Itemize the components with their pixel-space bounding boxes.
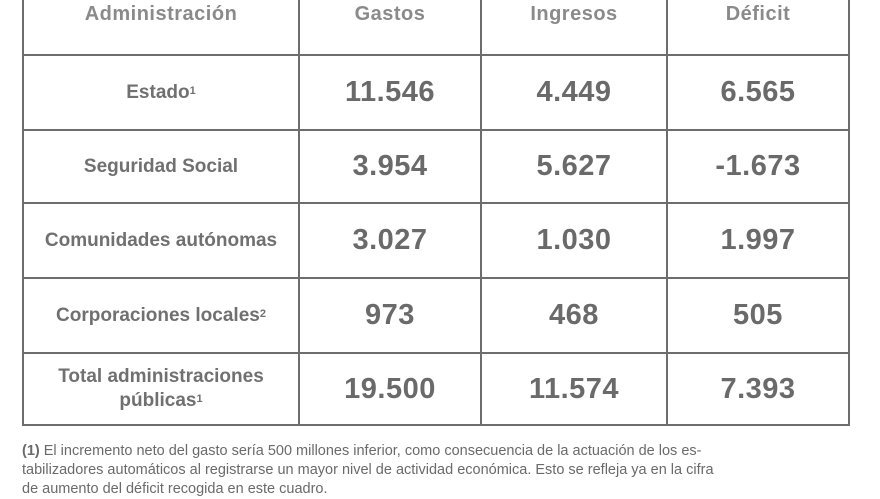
row-label-text: Comunidades autónomas (44, 229, 278, 251)
ingresos-cell: 1.030 (481, 203, 667, 278)
table-header-row (23, 0, 849, 55)
table-row-total (23, 353, 849, 425)
gastos-cell: 3.954 (299, 130, 481, 203)
header-administracion: Administración (23, 0, 299, 55)
footnote-ref: 1 (189, 84, 196, 97)
gastos-cell: 973 (299, 278, 481, 353)
row-label-text: Estado (126, 81, 190, 103)
table-row (23, 203, 849, 278)
table-row (23, 55, 849, 130)
table-row (23, 130, 849, 203)
header-gastos: Gastos (299, 0, 481, 55)
ingresos-cell: 11.574 (481, 353, 667, 425)
footnote-line3: de aumento del déficit recogida en este cuadro. (22, 481, 328, 497)
header-deficit: Déficit (667, 0, 849, 55)
ingresos-cell: 4.449 (481, 55, 667, 130)
row-label (23, 278, 299, 353)
header-ingresos: Ingresos (481, 0, 667, 55)
deficit-cell: 7.393 (667, 353, 849, 425)
footnote-line1: El incremento neto del gasto sería 500 millones inferior, como consecuencia de la actuación de los es- (43, 443, 702, 459)
footnote (22, 442, 858, 499)
budget-table (22, 0, 850, 426)
gastos-cell: 19.500 (299, 353, 481, 425)
footnote-line2: tabilizadores automáticos al registrarse un mayor nivel de actividad económica. Esto se refleja ya en la cifra (22, 462, 714, 478)
deficit-cell: -1.673 (667, 130, 849, 203)
row-label (23, 203, 299, 278)
footnote-ref: 2 (259, 307, 266, 320)
deficit-cell: 6.565 (667, 55, 849, 130)
footnote-line (22, 442, 858, 461)
table-row (23, 278, 849, 353)
row-label (23, 55, 299, 130)
row-label-text: Seguridad Social (83, 155, 239, 177)
gastos-cell: 11.546 (299, 55, 481, 130)
row-label (23, 130, 299, 203)
footnote-mark: (1) (22, 443, 40, 459)
row-label (23, 353, 299, 425)
budget-table-container (22, 0, 848, 426)
deficit-cell: 505 (667, 278, 849, 353)
row-label-line2: públicas (119, 390, 197, 411)
footnote-ref: 1 (196, 393, 203, 405)
gastos-cell: 3.027 (299, 203, 481, 278)
row-label-line1: Total administraciones (58, 366, 264, 387)
ingresos-cell: 5.627 (481, 130, 667, 203)
deficit-cell: 1.997 (667, 203, 849, 278)
row-label-text: Corporaciones locales (56, 304, 260, 326)
ingresos-cell: 468 (481, 278, 667, 353)
